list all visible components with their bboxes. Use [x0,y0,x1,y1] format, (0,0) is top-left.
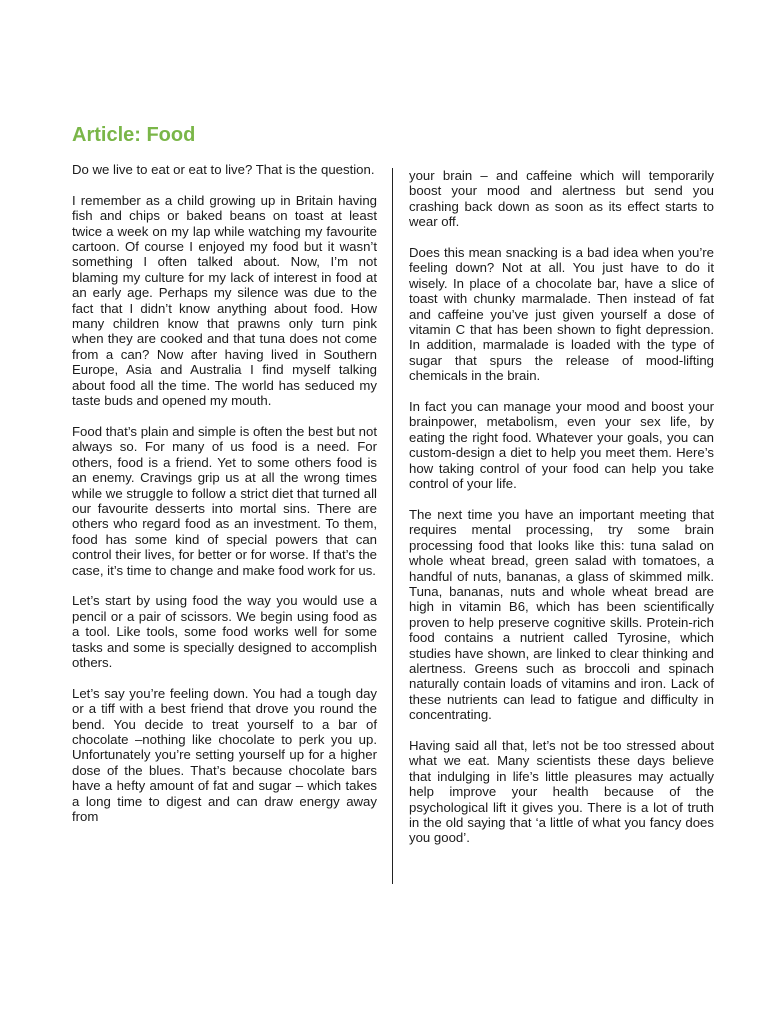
paragraph: I remember as a child growing up in Britain having fish and chips or baked beans on toast at least twice a week on my lap while watching my favourite cartoon. Of course I enjoyed my food but it wasn’t something I often talked about. Now, I’m not blaming my culture for my lack of interest in food at an early age. Perhaps my silence was due to the fact that I didn’t know anything about food. How many children know that prawns only turn pink when they are cooked and that tuna does not come from a can? Now after having lived in Southern Europe, Asia and Australia I find myself talking about food all the time. The world has seduced my taste buds and opened my mouth. [72,192,377,409]
left-column [72,162,377,840]
paragraph: Let’s start by using food the way you would use a pencil or a pair of scissors. We begin using food as a tool. Like tools, some food works well for some tasks and some is specially designed to accomplish others. [72,593,377,670]
paragraph: your brain – and caffeine which will temporarily boost your mood and alertness but send you crashing back down as soon as its effect starts to wear off. [409,168,714,230]
paragraph: Do we live to eat or eat to live? That is the question. [72,162,375,177]
right-column [409,168,714,861]
article-title: Article: Food [72,124,196,146]
paragraph: Having said all that, let’s not be too stressed about what we eat. Many scientists these days believe that indulging in life’s little pleasures may actually help improve your health because of the psychological lift it gives you. There is a lot of truth in the old saying that ‘a little of what you fancy does you good’. [409,737,714,846]
paragraph: Does this mean snacking is a bad idea when you’re feeling down? Not at all. You just have to do it wisely. In place of a chocolate bar, have a slice of toast with chunky marmalade. Then instead of fat and caffeine you’ve just given yourself a dose of vitamin C that has been shown to fight depression. In addition, marmalade is loaded with the type of sugar that spurs the release of mood-lifting chemicals in the brain. [409,245,714,384]
paragraph: Food that’s plain and simple is often the best but not always so. For many of us food is a need. For others, food is a friend. Yet to some others food is an enemy. Cravings grip us at all the wrong times while we struggle to follow a strict diet that turned all our favourite desserts into mortal sins. There are others who regard food as an investment. To them, food has some kind of special powers that can control their lives, for better or for worse. If that’s the case, it’s time to change and make food work for us. [72,423,377,578]
paragraph: Let’s say you’re feeling down. You had a tough day or a tiff with a best friend that drove you round the bend. You decide to treat yourself to a bar of chocolate –nothing like chocolate to perk you up. Unfortunately you’re setting yourself up for a higher dose of the blues. That’s because chocolate bars have a hefty amount of fat and sugar – which takes a long time to digest and can draw energy away from [72,685,377,824]
paragraph: The next time you have an important meeting that requires mental processing, try some brain processing food that looks like this: tuna salad on whole wheat bread, green salad with tomatoes, a handful of nuts, bananas, a glass of skimmed milk. Tuna, bananas, nuts and whole wheat bread are high in vitamin B6, which has been scientifically proven to help preserve cognitive skills. Protein-rich food contains a nutrient called Tyrosine, which studies have shown, are linked to clear thinking and alertness. Greens such as broccoli and spinach naturally contain loads of vitamins and iron. Lack of these nutrients can lead to fatigue and difficulty in concentrating. [409,506,714,723]
column-divider [392,168,393,884]
paragraph: In fact you can manage your mood and boost your brainpower, metabolism, even your sex life, by eating the right food. Whatever your goals, you can custom-design a diet to help you meet them. Here’s how taking control of your food can help you take control of your life. [409,399,714,492]
